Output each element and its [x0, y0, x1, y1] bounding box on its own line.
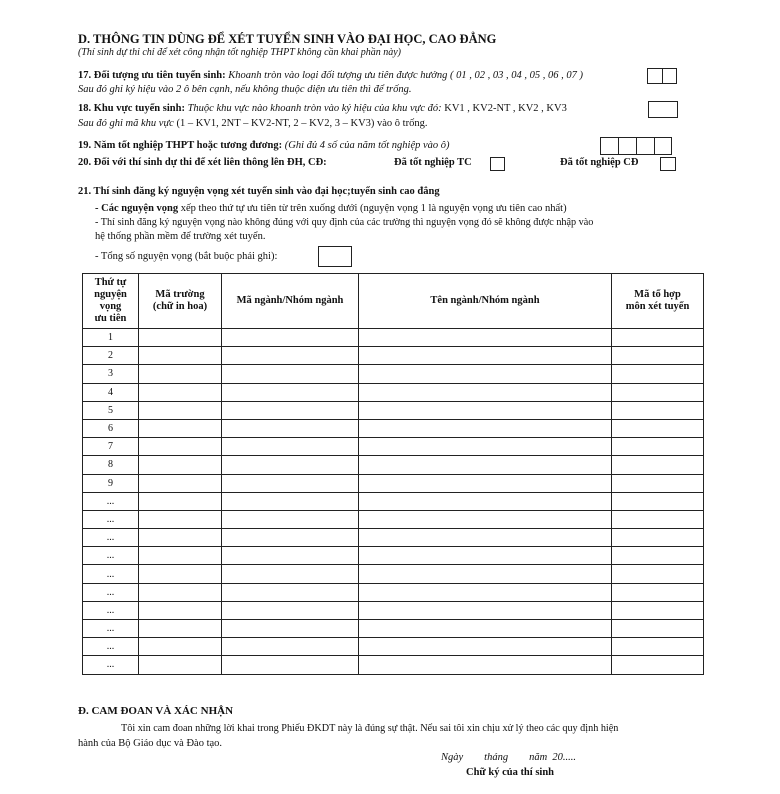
table-row	[83, 401, 704, 419]
school-code-cell[interactable]	[139, 547, 222, 565]
major-code-cell[interactable]	[222, 510, 359, 528]
school-code-cell[interactable]	[139, 401, 222, 419]
major-name-cell[interactable]	[359, 365, 612, 383]
school-code-cell[interactable]	[139, 583, 222, 601]
q18-text: Thuộc khu vực nào khoanh tròn vào ký hiệu của khu vực đó:	[187, 103, 442, 114]
signature-label: Chữ ký của thí sinh	[466, 767, 554, 778]
q18-line2-a: Sau đó ghi mã khu vực	[78, 118, 174, 129]
school-code-cell[interactable]	[139, 456, 222, 474]
combo-code-cell[interactable]	[612, 510, 704, 528]
combo-code-cell[interactable]	[612, 438, 704, 456]
combo-code-cell[interactable]	[612, 638, 704, 656]
q17-line2: Sau đó ghi ký hiệu vào 2 ô bên cạnh, nếu không thuộc diện ưu tiên thì để trống.	[78, 84, 412, 95]
major-name-cell[interactable]	[359, 329, 612, 347]
combo-code-cell[interactable]	[612, 383, 704, 401]
combo-code-cell[interactable]	[612, 347, 704, 365]
combo-code-cell[interactable]	[612, 419, 704, 437]
signature-date: Ngày tháng năm 20.....	[441, 752, 577, 763]
q20-label: 20. Đối với thí sinh dự thi để xét liên thông lên ĐH, CĐ:	[78, 157, 327, 168]
school-code-cell[interactable]	[139, 601, 222, 619]
wish-table	[82, 273, 704, 675]
table-row	[83, 492, 704, 510]
section-e-text1: Tôi xin cam đoan những lời khai trong Phiếu ĐKDT này là đúng sự thật. Nếu sai tôi xin chịu xử lý theo các quy định hiện	[121, 723, 619, 734]
q20-tc-label: Đã tốt nghiệp TC	[394, 157, 472, 168]
header-major-name: Tên ngành/Nhóm ngành	[359, 274, 612, 329]
table-row	[83, 383, 704, 401]
row-order-cell: 4	[83, 383, 139, 401]
major-name-cell[interactable]	[359, 601, 612, 619]
table-row	[83, 601, 704, 619]
school-code-cell[interactable]	[139, 438, 222, 456]
q17-label: 17. Đối tượng ưu tiên tuyển sinh:	[78, 70, 226, 81]
school-code-cell[interactable]	[139, 419, 222, 437]
major-code-cell[interactable]	[222, 583, 359, 601]
q18-line2-b: (1 – KV1, 2NT – KV2-NT, 2 – KV2, 3 – KV3) vào ô trống.	[176, 118, 428, 129]
q18-label: 18. Khu vực tuyển sinh:	[78, 103, 185, 114]
q21-bullet1-rest: xếp theo thứ tự ưu tiên từ trên xuống dưới (nguyện vọng 1 là nguyện vọng ưu tiên cao nhất)	[180, 203, 567, 214]
q17-line	[78, 70, 583, 81]
q19-year-box[interactable]	[600, 137, 672, 155]
header-major-code: Mã ngành/Nhóm ngành	[222, 274, 359, 329]
table-row	[83, 620, 704, 638]
school-code-cell[interactable]	[139, 565, 222, 583]
header-school-code: Mã trường (chữ in hoa)	[139, 274, 222, 329]
table-row	[83, 419, 704, 437]
row-order-cell: 9	[83, 474, 139, 492]
row-order-cell: 5	[83, 401, 139, 419]
school-code-cell[interactable]	[139, 347, 222, 365]
table-row	[83, 365, 704, 383]
school-code-cell[interactable]	[139, 620, 222, 638]
table-row	[83, 565, 704, 583]
major-code-cell[interactable]	[222, 529, 359, 547]
row-order-cell: ...	[83, 565, 139, 583]
table-header-row	[83, 274, 704, 329]
combo-code-cell[interactable]	[612, 456, 704, 474]
major-name-cell[interactable]	[359, 401, 612, 419]
major-name-cell[interactable]	[359, 438, 612, 456]
major-code-cell[interactable]	[222, 438, 359, 456]
major-name-cell[interactable]	[359, 383, 612, 401]
combo-code-cell[interactable]	[612, 547, 704, 565]
q21-total-box[interactable]	[318, 246, 352, 267]
section-d-note: (Thí sinh dự thi chỉ để xét công nhận tốt nghiệp THPT không cần khai phần này)	[78, 47, 402, 58]
major-name-cell[interactable]	[359, 510, 612, 528]
major-code-cell[interactable]	[222, 565, 359, 583]
q18-line2	[78, 118, 427, 129]
major-name-cell[interactable]	[359, 347, 612, 365]
major-code-cell[interactable]	[222, 547, 359, 565]
q20-cd-checkbox[interactable]	[660, 157, 676, 171]
q20-cd-label: Đã tốt nghiệp CĐ	[560, 157, 639, 168]
combo-code-cell[interactable]	[612, 656, 704, 674]
row-order-cell: ...	[83, 620, 139, 638]
table-row	[83, 583, 704, 601]
q17-text: Khoanh tròn vào loại đối tượng ưu tiên được hưởng ( 01 , 02 , 03 , 04 , 05 , 06 , 07 )	[228, 70, 583, 81]
q21-bullet2-b: hệ thống phần mềm để trường xét tuyển.	[95, 231, 266, 242]
major-code-cell[interactable]	[222, 656, 359, 674]
q21-bullet1	[95, 203, 567, 214]
q19-label: 19. Năm tốt nghiệp THPT hoặc tương đương:	[78, 140, 283, 151]
combo-code-cell[interactable]	[612, 474, 704, 492]
table-row	[83, 638, 704, 656]
major-code-cell[interactable]	[222, 620, 359, 638]
major-name-cell[interactable]	[359, 547, 612, 565]
q21-bullet1-bold: - Các nguyện vọng	[95, 203, 179, 214]
table-row	[83, 510, 704, 528]
q20-tc-checkbox[interactable]	[490, 157, 505, 171]
school-code-cell[interactable]	[139, 656, 222, 674]
row-order-cell: ...	[83, 547, 139, 565]
combo-code-cell[interactable]	[612, 401, 704, 419]
row-order-cell: ...	[83, 492, 139, 510]
major-code-cell[interactable]	[222, 401, 359, 419]
q17-code-box[interactable]	[647, 68, 677, 84]
major-code-cell[interactable]	[222, 638, 359, 656]
header-combo-code: Mã tổ hợp môn xét tuyển	[612, 274, 704, 329]
q18-options: KV1 , KV2-NT , KV2 , KV3	[444, 103, 567, 114]
school-code-cell[interactable]	[139, 329, 222, 347]
school-code-cell[interactable]	[139, 638, 222, 656]
row-order-cell: ...	[83, 638, 139, 656]
combo-code-cell[interactable]	[612, 565, 704, 583]
row-order-cell: ...	[83, 529, 139, 547]
major-name-cell[interactable]	[359, 456, 612, 474]
row-order-cell: 8	[83, 456, 139, 474]
major-name-cell[interactable]	[359, 492, 612, 510]
combo-code-cell[interactable]	[612, 365, 704, 383]
major-name-cell[interactable]	[359, 565, 612, 583]
major-code-cell[interactable]	[222, 383, 359, 401]
school-code-cell[interactable]	[139, 383, 222, 401]
row-order-cell: 1	[83, 329, 139, 347]
section-e-text2: hành của Bộ Giáo dục và Đào tạo.	[78, 738, 223, 749]
major-name-cell[interactable]	[359, 656, 612, 674]
section-e-title: Đ. CAM ĐOAN VÀ XÁC NHẬN	[78, 705, 234, 717]
major-code-cell[interactable]	[222, 492, 359, 510]
major-code-cell[interactable]	[222, 347, 359, 365]
table-row	[83, 529, 704, 547]
school-code-cell[interactable]	[139, 492, 222, 510]
row-order-cell: 6	[83, 419, 139, 437]
major-code-cell[interactable]	[222, 474, 359, 492]
table-row	[83, 474, 704, 492]
q19-text: (Ghi đủ 4 số của năm tốt nghiệp vào ô)	[284, 140, 450, 151]
combo-code-cell[interactable]	[612, 601, 704, 619]
q21-bullet2-a: - Thí sinh đăng ký nguyện vọng nào không đúng với quy định của các trường thì nguyện vọng đó sẽ không được nhập vào	[95, 217, 594, 228]
table-row	[83, 329, 704, 347]
table-row	[83, 656, 704, 674]
major-name-cell[interactable]	[359, 474, 612, 492]
row-order-cell: ...	[83, 601, 139, 619]
combo-code-cell[interactable]	[612, 529, 704, 547]
major-name-cell[interactable]	[359, 638, 612, 656]
major-name-cell[interactable]	[359, 620, 612, 638]
row-order-cell: 2	[83, 347, 139, 365]
major-code-cell[interactable]	[222, 456, 359, 474]
major-code-cell[interactable]	[222, 329, 359, 347]
row-order-cell: ...	[83, 510, 139, 528]
school-code-cell[interactable]	[139, 474, 222, 492]
q21-label: 21. Thí sinh đăng ký nguyện vọng xét tuyển sinh vào đại học;tuyển sinh cao đẳng	[78, 186, 440, 197]
q18-area-box[interactable]	[648, 101, 678, 118]
combo-code-cell[interactable]	[612, 492, 704, 510]
section-d-title: D. THÔNG TIN DÙNG ĐỂ XÉT TUYỂN SINH VÀO ĐẠI HỌC, CAO ĐẲNG	[78, 32, 497, 46]
table-row	[83, 347, 704, 365]
row-order-cell: ...	[83, 583, 139, 601]
school-code-cell[interactable]	[139, 365, 222, 383]
major-code-cell[interactable]	[222, 365, 359, 383]
major-name-cell[interactable]	[359, 583, 612, 601]
q21-total-label: - Tổng số nguyện vọng (bắt buộc phải ghi):	[95, 251, 278, 262]
major-name-cell[interactable]	[359, 529, 612, 547]
major-name-cell[interactable]	[359, 419, 612, 437]
header-order: Thứ tự nguyện vọng ưu tiên	[83, 274, 139, 329]
row-order-cell: 3	[83, 365, 139, 383]
table-row	[83, 456, 704, 474]
table-row	[83, 547, 704, 565]
major-code-cell[interactable]	[222, 601, 359, 619]
q19-line	[78, 140, 450, 151]
row-order-cell: 7	[83, 438, 139, 456]
combo-code-cell[interactable]	[612, 329, 704, 347]
row-order-cell: ...	[83, 656, 139, 674]
combo-code-cell[interactable]	[612, 620, 704, 638]
table-row	[83, 438, 704, 456]
school-code-cell[interactable]	[139, 510, 222, 528]
combo-code-cell[interactable]	[612, 583, 704, 601]
q18-line	[78, 103, 567, 114]
major-code-cell[interactable]	[222, 419, 359, 437]
school-code-cell[interactable]	[139, 529, 222, 547]
